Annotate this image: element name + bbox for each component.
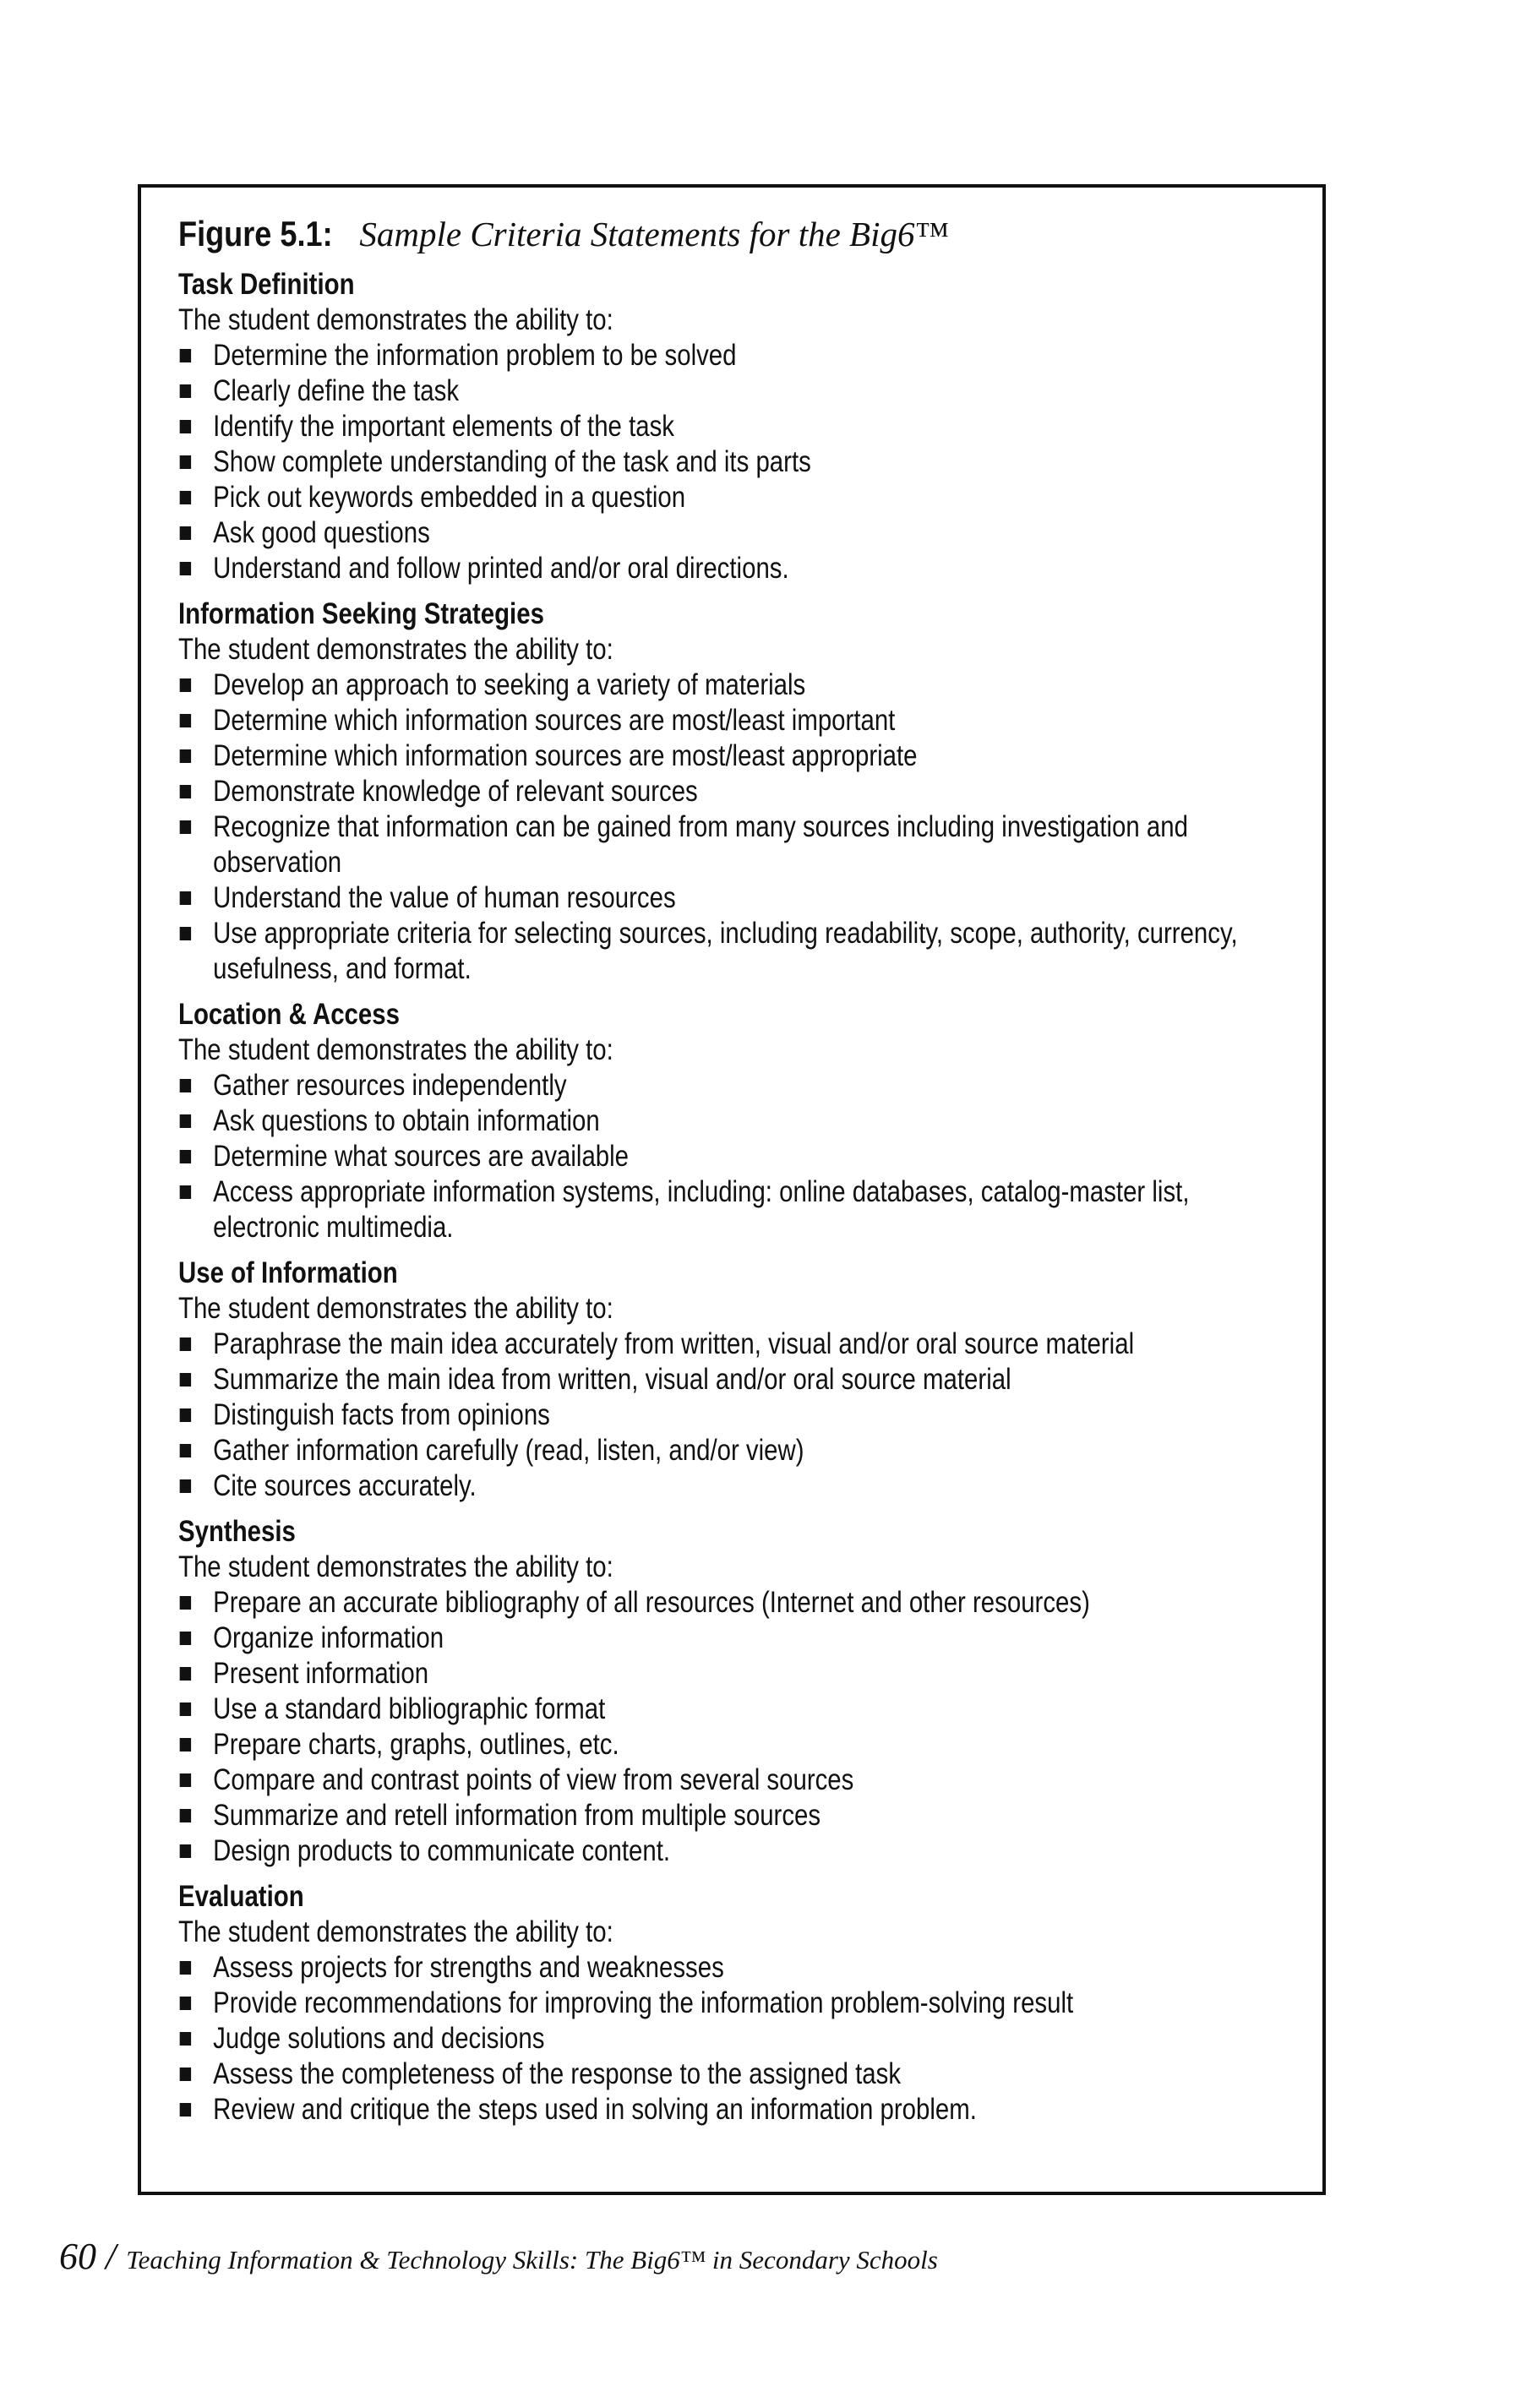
square-bullet-icon bbox=[180, 526, 191, 540]
square-bullet-icon bbox=[180, 1632, 191, 1645]
criteria-item-text: Develop an approach to seeking a variety of materials bbox=[213, 668, 806, 702]
criteria-item bbox=[178, 1798, 1294, 1833]
criteria-item bbox=[178, 551, 1294, 586]
criteria-list bbox=[178, 667, 1294, 987]
criteria-item bbox=[178, 444, 1294, 480]
square-bullet-icon bbox=[180, 714, 191, 727]
square-bullet-icon bbox=[180, 1373, 191, 1387]
page-footer bbox=[59, 2235, 938, 2278]
section-intro: The student demonstrates the ability to: bbox=[178, 1550, 613, 1584]
criteria-item bbox=[178, 1362, 1294, 1397]
criteria-item bbox=[178, 515, 1294, 551]
section-title: Evaluation bbox=[178, 1880, 304, 1914]
criteria-item bbox=[178, 1327, 1294, 1362]
criteria-item-text: Determine which information sources are most/least important bbox=[213, 704, 896, 738]
criteria-item-text: Prepare an accurate bibliography of all resources (Internet and other resources) bbox=[213, 1586, 1090, 1620]
book-title: Teaching Information & Technology Skills: The Big6™ in Secondary Schools bbox=[126, 2245, 938, 2275]
criteria-item bbox=[178, 1103, 1294, 1139]
criteria-item bbox=[178, 1950, 1294, 1986]
criteria-item bbox=[178, 703, 1294, 738]
square-bullet-icon bbox=[180, 1844, 191, 1858]
square-bullet-icon bbox=[180, 1773, 191, 1787]
criteria-section bbox=[178, 1514, 1294, 1869]
square-bullet-icon bbox=[180, 562, 191, 575]
criteria-item-text: Understand the value of human resources bbox=[213, 881, 676, 915]
criteria-item-text: Organize information bbox=[213, 1621, 444, 1655]
square-bullet-icon bbox=[180, 1185, 191, 1199]
square-bullet-icon bbox=[180, 1150, 191, 1163]
criteria-item bbox=[178, 1397, 1294, 1433]
figure-title bbox=[178, 213, 1285, 255]
square-bullet-icon bbox=[180, 384, 191, 398]
section-intro: The student demonstrates the ability to: bbox=[178, 1292, 613, 1326]
section-title: Task Definition bbox=[178, 268, 355, 302]
square-bullet-icon bbox=[180, 491, 191, 504]
criteria-item-text: Access appropriate information systems, including: online databases, catalog-master list, electronic multimedia. bbox=[213, 1175, 1190, 1245]
square-bullet-icon bbox=[180, 749, 191, 763]
section-title: Use of Information bbox=[178, 1256, 398, 1290]
section-intro: The student demonstrates the ability to: bbox=[178, 1915, 613, 1949]
criteria-section bbox=[178, 1256, 1294, 1504]
square-bullet-icon bbox=[180, 1702, 191, 1716]
square-bullet-icon bbox=[180, 2068, 191, 2081]
criteria-section bbox=[178, 1879, 1294, 2127]
square-bullet-icon bbox=[180, 455, 191, 469]
square-bullet-icon bbox=[180, 678, 191, 692]
criteria-item-text: Clearly define the task bbox=[213, 374, 460, 408]
square-bullet-icon bbox=[180, 1444, 191, 1457]
criteria-item bbox=[178, 1139, 1294, 1174]
criteria-item-text: Prepare charts, graphs, outlines, etc. bbox=[213, 1728, 619, 1762]
square-bullet-icon bbox=[180, 1408, 191, 1422]
criteria-item bbox=[178, 1833, 1294, 1869]
section-title: Information Seeking Strategies bbox=[178, 597, 544, 631]
square-bullet-icon bbox=[180, 1079, 191, 1092]
criteria-item-text: Determine the information problem to be solved bbox=[213, 339, 737, 373]
square-bullet-icon bbox=[180, 891, 191, 905]
square-bullet-icon bbox=[180, 1809, 191, 1822]
criteria-item-text: Ask good questions bbox=[213, 516, 430, 550]
criteria-item-text: Show complete understanding of the task and its parts bbox=[213, 445, 811, 479]
criteria-item bbox=[178, 1762, 1294, 1798]
criteria-item bbox=[178, 1692, 1294, 1727]
criteria-item bbox=[178, 916, 1294, 987]
criteria-item bbox=[178, 1727, 1294, 1762]
criteria-item bbox=[178, 774, 1294, 809]
section-title: Location & Access bbox=[178, 998, 400, 1032]
criteria-sections bbox=[178, 267, 1294, 2127]
criteria-item bbox=[178, 2057, 1294, 2092]
criteria-item bbox=[178, 1986, 1294, 2021]
criteria-section bbox=[178, 597, 1294, 987]
criteria-item bbox=[178, 1585, 1294, 1621]
square-bullet-icon bbox=[180, 785, 191, 798]
criteria-item bbox=[178, 738, 1294, 774]
figure-subtitle: Sample Criteria Statements for the Big6™ bbox=[359, 215, 949, 253]
criteria-item-text: Understand and follow printed and/or oral directions. bbox=[213, 552, 789, 586]
criteria-item bbox=[178, 809, 1294, 880]
criteria-item-text: Review and critique the steps used in solving an information problem. bbox=[213, 2093, 977, 2127]
criteria-item-text: Design products to communicate content. bbox=[213, 1834, 671, 1868]
square-bullet-icon bbox=[180, 1961, 191, 1975]
criteria-item-text: Assess the completeness of the response to the assigned task bbox=[213, 2057, 902, 2091]
criteria-item bbox=[178, 338, 1294, 373]
section-intro: The student demonstrates the ability to: bbox=[178, 303, 613, 337]
criteria-item bbox=[178, 480, 1294, 515]
square-bullet-icon bbox=[180, 420, 191, 433]
section-intro: The student demonstrates the ability to: bbox=[178, 633, 613, 667]
section-title: Synthesis bbox=[178, 1515, 296, 1549]
criteria-item-text: Gather information carefully (read, listen, and/or view) bbox=[213, 1434, 804, 1468]
criteria-item-text: Summarize and retell information from multiple sources bbox=[213, 1799, 821, 1833]
criteria-item-text: Ask questions to obtain information bbox=[213, 1104, 600, 1138]
criteria-item bbox=[178, 1174, 1294, 1245]
square-bullet-icon bbox=[180, 2032, 191, 2046]
square-bullet-icon bbox=[180, 1667, 191, 1681]
square-bullet-icon bbox=[180, 927, 191, 940]
criteria-item-text: Use appropriate criteria for selecting sources, including readability, scope, authority, currency, usefulness, and format. bbox=[213, 917, 1238, 986]
criteria-item-text: Distinguish facts from opinions bbox=[213, 1398, 550, 1432]
square-bullet-icon bbox=[180, 820, 191, 834]
criteria-item-text: Paraphrase the main idea accurately from written, visual and/or oral source material bbox=[213, 1327, 1135, 1361]
figure-label: Figure 5.1: bbox=[178, 214, 333, 253]
square-bullet-icon bbox=[180, 1337, 191, 1351]
square-bullet-icon bbox=[180, 1596, 191, 1610]
criteria-item-text: Recognize that information can be gained from many sources including investigation and observation bbox=[213, 810, 1188, 880]
criteria-item-text: Identify the important elements of the task bbox=[213, 410, 674, 444]
criteria-list bbox=[178, 1585, 1294, 1869]
section-intro: The student demonstrates the ability to: bbox=[178, 1033, 613, 1067]
page-number: 60 / bbox=[59, 2236, 117, 2277]
criteria-item-text: Present information bbox=[213, 1657, 429, 1691]
criteria-item-text: Assess projects for strengths and weaknesses bbox=[213, 1951, 724, 1985]
criteria-item bbox=[178, 373, 1294, 409]
criteria-section bbox=[178, 997, 1294, 1245]
criteria-item bbox=[178, 1068, 1294, 1103]
criteria-item bbox=[178, 667, 1294, 703]
square-bullet-icon bbox=[180, 1738, 191, 1752]
criteria-item bbox=[178, 1433, 1294, 1468]
criteria-item bbox=[178, 2092, 1294, 2127]
criteria-item-text: Gather resources independently bbox=[213, 1069, 567, 1103]
criteria-item-text: Determine which information sources are most/least appropriate bbox=[213, 739, 918, 773]
square-bullet-icon bbox=[180, 1114, 191, 1128]
criteria-item-text: Pick out keywords embedded in a question bbox=[213, 481, 686, 515]
criteria-item bbox=[178, 409, 1294, 444]
criteria-item-text: Provide recommendations for improving the information problem-solving result bbox=[213, 1986, 1074, 2020]
square-bullet-icon bbox=[180, 1479, 191, 1493]
square-bullet-icon bbox=[180, 349, 191, 362]
criteria-list bbox=[178, 1068, 1294, 1245]
criteria-list bbox=[178, 1950, 1294, 2127]
criteria-item bbox=[178, 2021, 1294, 2057]
criteria-item-text: Determine what sources are available bbox=[213, 1140, 630, 1174]
criteria-list bbox=[178, 338, 1294, 586]
figure-box bbox=[138, 184, 1326, 2195]
criteria-item bbox=[178, 880, 1294, 916]
criteria-item-text: Use a standard bibliographic format bbox=[213, 1692, 606, 1726]
criteria-item bbox=[178, 1468, 1294, 1504]
criteria-item-text: Demonstrate knowledge of relevant sources bbox=[213, 775, 698, 809]
criteria-item-text: Judge solutions and decisions bbox=[213, 2022, 545, 2056]
criteria-item-text: Compare and contrast points of view from several sources bbox=[213, 1763, 854, 1797]
criteria-section bbox=[178, 267, 1294, 586]
square-bullet-icon bbox=[180, 2103, 191, 2117]
criteria-item-text: Cite sources accurately. bbox=[213, 1469, 477, 1503]
criteria-list bbox=[178, 1327, 1294, 1504]
criteria-item-text: Summarize the main idea from written, visual and/or oral source material bbox=[213, 1363, 1011, 1397]
square-bullet-icon bbox=[180, 1997, 191, 2010]
criteria-item bbox=[178, 1621, 1294, 1656]
criteria-item bbox=[178, 1656, 1294, 1692]
